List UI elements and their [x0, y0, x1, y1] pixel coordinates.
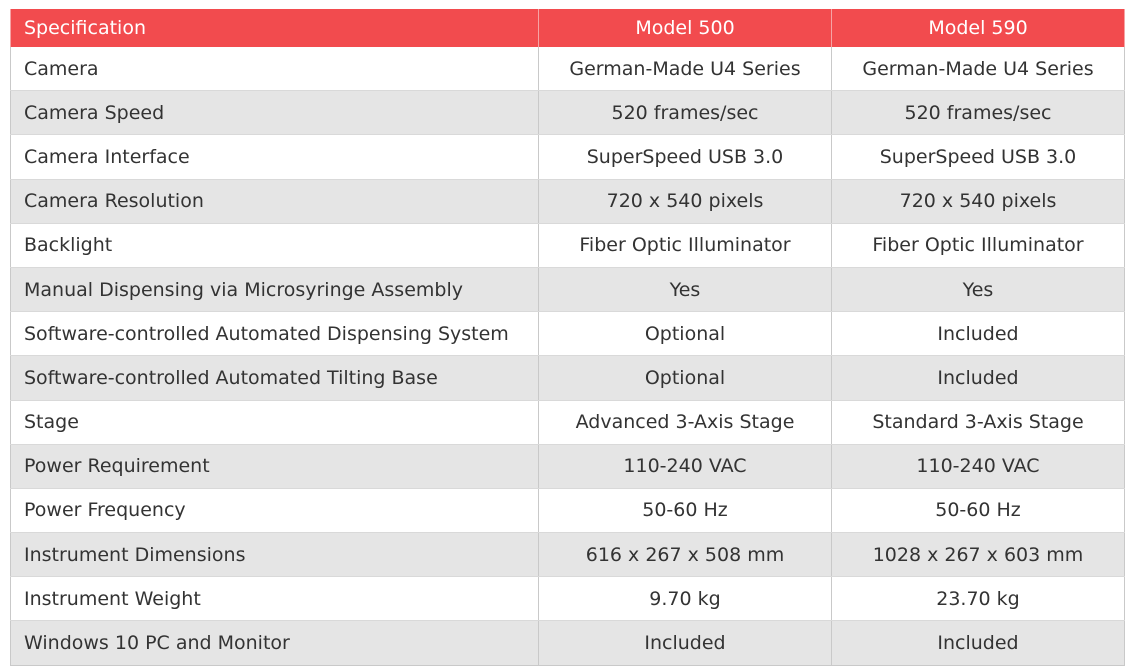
model-590-value-cell: Yes — [832, 267, 1125, 311]
model-500-value-cell: 110-240 VAC — [539, 444, 832, 488]
spec-name-cell: Power Frequency — [11, 488, 539, 532]
table-header — [11, 9, 1125, 47]
model-590-value-cell: 110-240 VAC — [832, 444, 1125, 488]
model-500-value-cell: 520 frames/sec — [539, 91, 832, 135]
model-590-value-cell: 50-60 Hz — [832, 488, 1125, 532]
spec-name-cell: Camera Speed — [11, 91, 539, 135]
table-body — [11, 47, 1125, 665]
spec-name-cell: Camera Resolution — [11, 179, 539, 223]
spec-name-cell: Backlight — [11, 223, 539, 267]
model-590-value-cell: Standard 3-Axis Stage — [832, 400, 1125, 444]
table-row — [11, 444, 1125, 488]
header-model-590: Model 590 — [832, 9, 1125, 47]
spec-name-cell: Windows 10 PC and Monitor — [11, 621, 539, 665]
model-590-value-cell: 520 frames/sec — [832, 91, 1125, 135]
model-500-value-cell: 9.70 kg — [539, 577, 832, 621]
model-590-value-cell: Included — [832, 312, 1125, 356]
spec-name-cell: Camera — [11, 47, 539, 91]
table-row — [11, 91, 1125, 135]
model-590-value-cell: 23.70 kg — [832, 577, 1125, 621]
table-row — [11, 488, 1125, 532]
spec-name-cell: Software-controlled Automated Dispensing System — [11, 312, 539, 356]
header-model-500: Model 500 — [539, 9, 832, 47]
spec-comparison-table-container — [10, 9, 1124, 666]
model-500-value-cell: Fiber Optic Illuminator — [539, 223, 832, 267]
table-row — [11, 533, 1125, 577]
table-row — [11, 179, 1125, 223]
model-590-value-cell: Included — [832, 356, 1125, 400]
spec-name-cell: Instrument Dimensions — [11, 533, 539, 577]
table-row — [11, 223, 1125, 267]
header-specification: Specification — [11, 9, 539, 47]
model-500-value-cell: Yes — [539, 267, 832, 311]
model-500-value-cell: 616 x 267 x 508 mm — [539, 533, 832, 577]
table-row — [11, 577, 1125, 621]
model-500-value-cell: 50-60 Hz — [539, 488, 832, 532]
model-500-value-cell: Advanced 3-Axis Stage — [539, 400, 832, 444]
spec-name-cell: Camera Interface — [11, 135, 539, 179]
model-500-value-cell: Optional — [539, 356, 832, 400]
model-500-value-cell: Optional — [539, 312, 832, 356]
model-590-value-cell: Included — [832, 621, 1125, 665]
spec-name-cell: Instrument Weight — [11, 577, 539, 621]
table-row — [11, 47, 1125, 91]
spec-name-cell: Power Requirement — [11, 444, 539, 488]
model-590-value-cell: 1028 x 267 x 603 mm — [832, 533, 1125, 577]
model-500-value-cell: German-Made U4 Series — [539, 47, 832, 91]
model-590-value-cell: 720 x 540 pixels — [832, 179, 1125, 223]
table-row — [11, 356, 1125, 400]
spec-name-cell: Software-controlled Automated Tilting Base — [11, 356, 539, 400]
spec-name-cell: Stage — [11, 400, 539, 444]
model-500-value-cell: Included — [539, 621, 832, 665]
model-500-value-cell: 720 x 540 pixels — [539, 179, 832, 223]
table-row — [11, 267, 1125, 311]
table-row — [11, 312, 1125, 356]
table-row — [11, 621, 1125, 665]
table-row — [11, 400, 1125, 444]
model-590-value-cell: Fiber Optic Illuminator — [832, 223, 1125, 267]
model-590-value-cell: SuperSpeed USB 3.0 — [832, 135, 1125, 179]
spec-name-cell: Manual Dispensing via Microsyringe Assembly — [11, 267, 539, 311]
header-row — [11, 9, 1125, 47]
model-500-value-cell: SuperSpeed USB 3.0 — [539, 135, 832, 179]
spec-comparison-table — [10, 9, 1125, 666]
table-row — [11, 135, 1125, 179]
model-590-value-cell: German-Made U4 Series — [832, 47, 1125, 91]
